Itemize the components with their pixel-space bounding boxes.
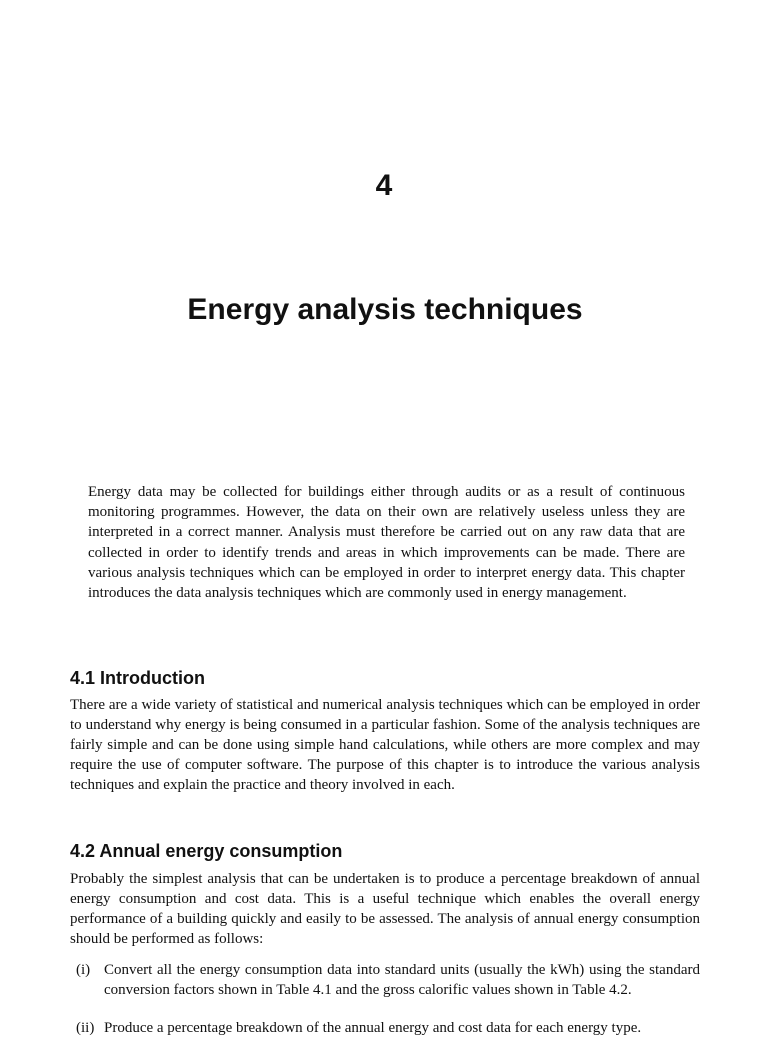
list-item-text: Produce a percentage breakdown of the annual energy and cost data for each energy type. bbox=[104, 1020, 642, 1036]
list-marker: (ii) bbox=[76, 1020, 95, 1036]
chapter-number: 4 bbox=[375, 169, 393, 202]
chapter-abstract: Energy data may be collected for buildings either through audits or as a result of continuous monitoring programmes. However, the data on their own are relatively useless unless they are interpreted in a correct manner. Analysis must therefore be carried out on any raw data that are collected in order to identify trends and areas in which improvements can be made. There are various analysis techniques which can be employed in order to interpret energy data. This chapter introduces the data analysis techniques which are commonly used in energy management. bbox=[88, 484, 685, 602]
section-heading-annual-energy: 4.2 Annual energy consumption bbox=[70, 841, 343, 861]
list-item bbox=[70, 1018, 700, 1036]
list-item bbox=[70, 960, 700, 1000]
list-marker: (i) bbox=[76, 962, 91, 978]
list-item-text: Convert all the energy consumption data into standard units (usually the kWh) using the standard conversion factors shown in Table 4.1 and the gross calorific values shown in Table 4.2. bbox=[104, 962, 700, 998]
section-body-introduction: There are a wide variety of statistical and numerical analysis techniques which can be employed in order to understand why energy is being consumed in a particular fashion. Some of the analysis techniques are fairly simple and can be done using simple hand calculations, while others are more complex and may require the use of computer software. The purpose of this chapter is to introduce the various analysis techniques and explain the practice and theory involved in each. bbox=[70, 697, 700, 793]
section-body-annual-energy: Probably the simplest analysis that can be undertaken is to produce a percentage breakdown of annual energy consumption and cost data. This is a useful technique which enables the overall energy performance of a building quickly and easily to be assessed. The analysis of annual energy consumption should be performed as follows: bbox=[70, 871, 700, 947]
section-heading-introduction: 4.1 Introduction bbox=[70, 668, 205, 688]
chapter-title: Energy analysis techniques bbox=[187, 293, 583, 326]
